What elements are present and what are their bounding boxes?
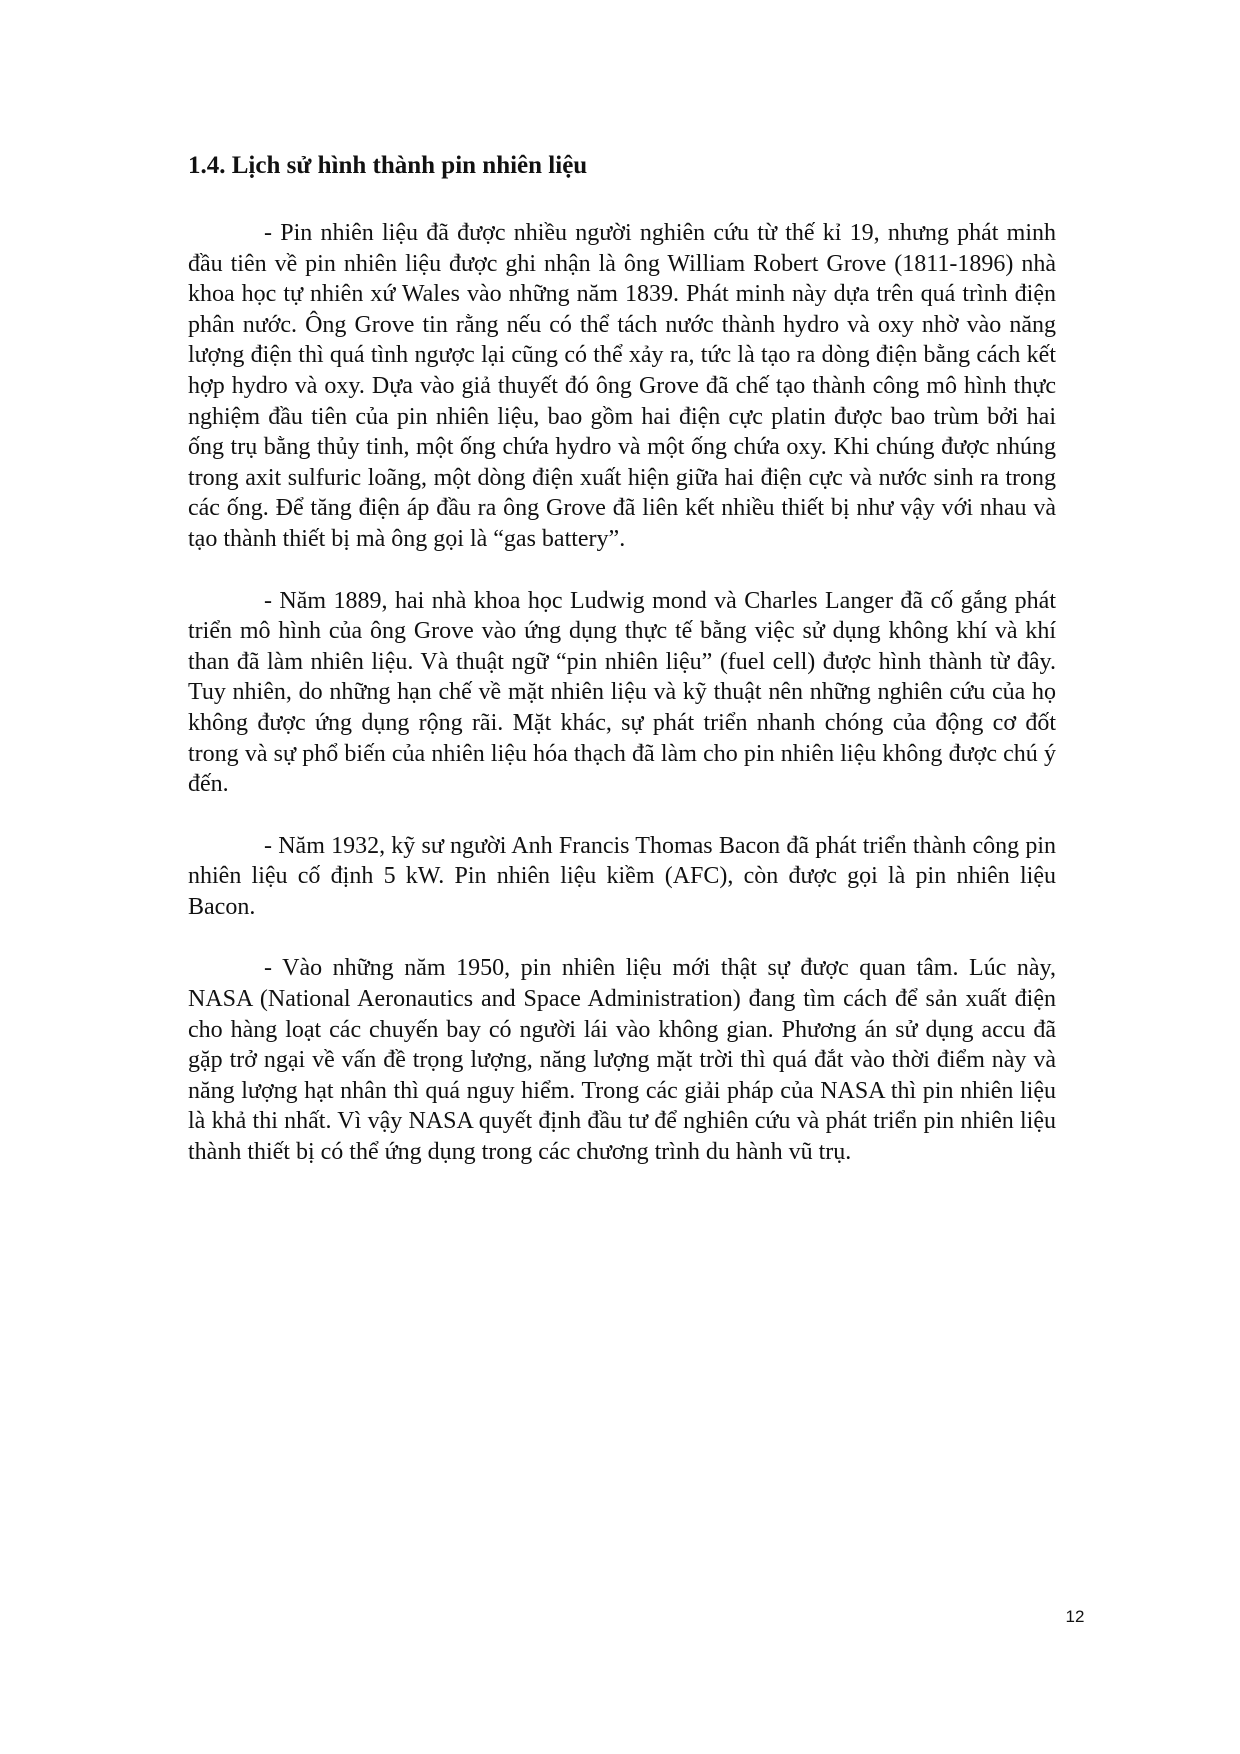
paragraph-bacon: - Năm 1932, kỹ sư người Anh Francis Thomas Bacon đã phát triển thành công pin nhiên liệu cố định 5 kW. Pin nhiên liệu kiềm (AFC), còn được gọi là pin nhiên liệu Bacon. xyxy=(188,832,1056,920)
paragraph-grove-history: - Pin nhiên liệu đã được nhiều người nghiên cứu từ thế kỉ 19, nhưng phát minh đầu tiên về pin nhiên liệu được ghi nhận là ông William Robert Grove (1811-1896) nhà khoa học tự nhiên xứ Wales vào những năm 1839. Phát minh này dựa trên quá trình điện phân nước. Ông Grove tin rằng nếu có thể tách nước thành hydro và oxy nhờ vào năng lượng điện thì quá tình ngược lại cũng có thể xảy ra, tức là tạo ra dòng điện bằng cách kết hợp hydro và oxy. Dựa vào giả thuyết đó ông Grove đã chế tạo thành công mô hình thực nghiệm đầu tiên của pin nhiên liệu, bao gồm hai điện cực platin được bao trùm bởi hai ống trụ bằng thủy tinh, một ống chứa hydro và một ống chứa oxy. Khi chúng được nhúng trong axit sulfuric loãng, một dòng điện xuất hiện giữa hai điện cực và nước sinh ra trong các ống. Để tăng điện áp đầu ra ông Grove đã liên kết nhiều thiết bị như vậy với nhau và tạo thành thiết bị mà ông gọi là “gas battery”. xyxy=(188,220,1056,552)
section-heading: 1.4. Lịch sử hình thành pin nhiên liệu xyxy=(188,152,588,179)
page-content xyxy=(188,150,1056,1199)
paragraph-mond-langer: - Năm 1889, hai nhà khoa học Ludwig mond và Charles Langer đã cố gắng phát triển mô hình của ông Grove vào ứng dụng thực tế bằng việc sử dụng không khí và khí than đã làm nhiên liệu. Và thuật ngữ “pin nhiên liệu” (fuel cell) được hình thành từ đây. Tuy nhiên, do những hạn chế về mặt nhiên liệu và kỹ thuật nên những nghiên cứu của họ không được ứng dụng rộng rãi. Mặt khác, sự phát triển nhanh chóng của động cơ đốt trong và sự phổ biến của nhiên liệu hóa thạch đã làm cho pin nhiên liệu không được chú ý đến. xyxy=(188,587,1056,798)
page-number: 12 xyxy=(1065,1607,1085,1626)
paragraph-nasa: - Vào những năm 1950, pin nhiên liệu mới thật sự được quan tâm. Lúc này, NASA (National Aeronautics and Space Administration) đang tìm cách để sản xuất điện cho hàng loạt các chuyến bay có người lái vào không gian. Phương án sử dụng accu đã gặp trở ngại về vấn đề trọng lượng, năng lượng mặt trời thì quá đắt vào thời điểm này và năng lượng hạt nhân thì quá nguy hiểm. Trong các giải pháp của NASA thì pin nhiên liệu là khả thi nhất. Vì vậy NASA quyết định đầu tư để nghiên cứu và phát triển pin nhiên liệu thành thiết bị có thể ứng dụng trong các chương trình du hành vũ trụ. xyxy=(188,955,1056,1166)
